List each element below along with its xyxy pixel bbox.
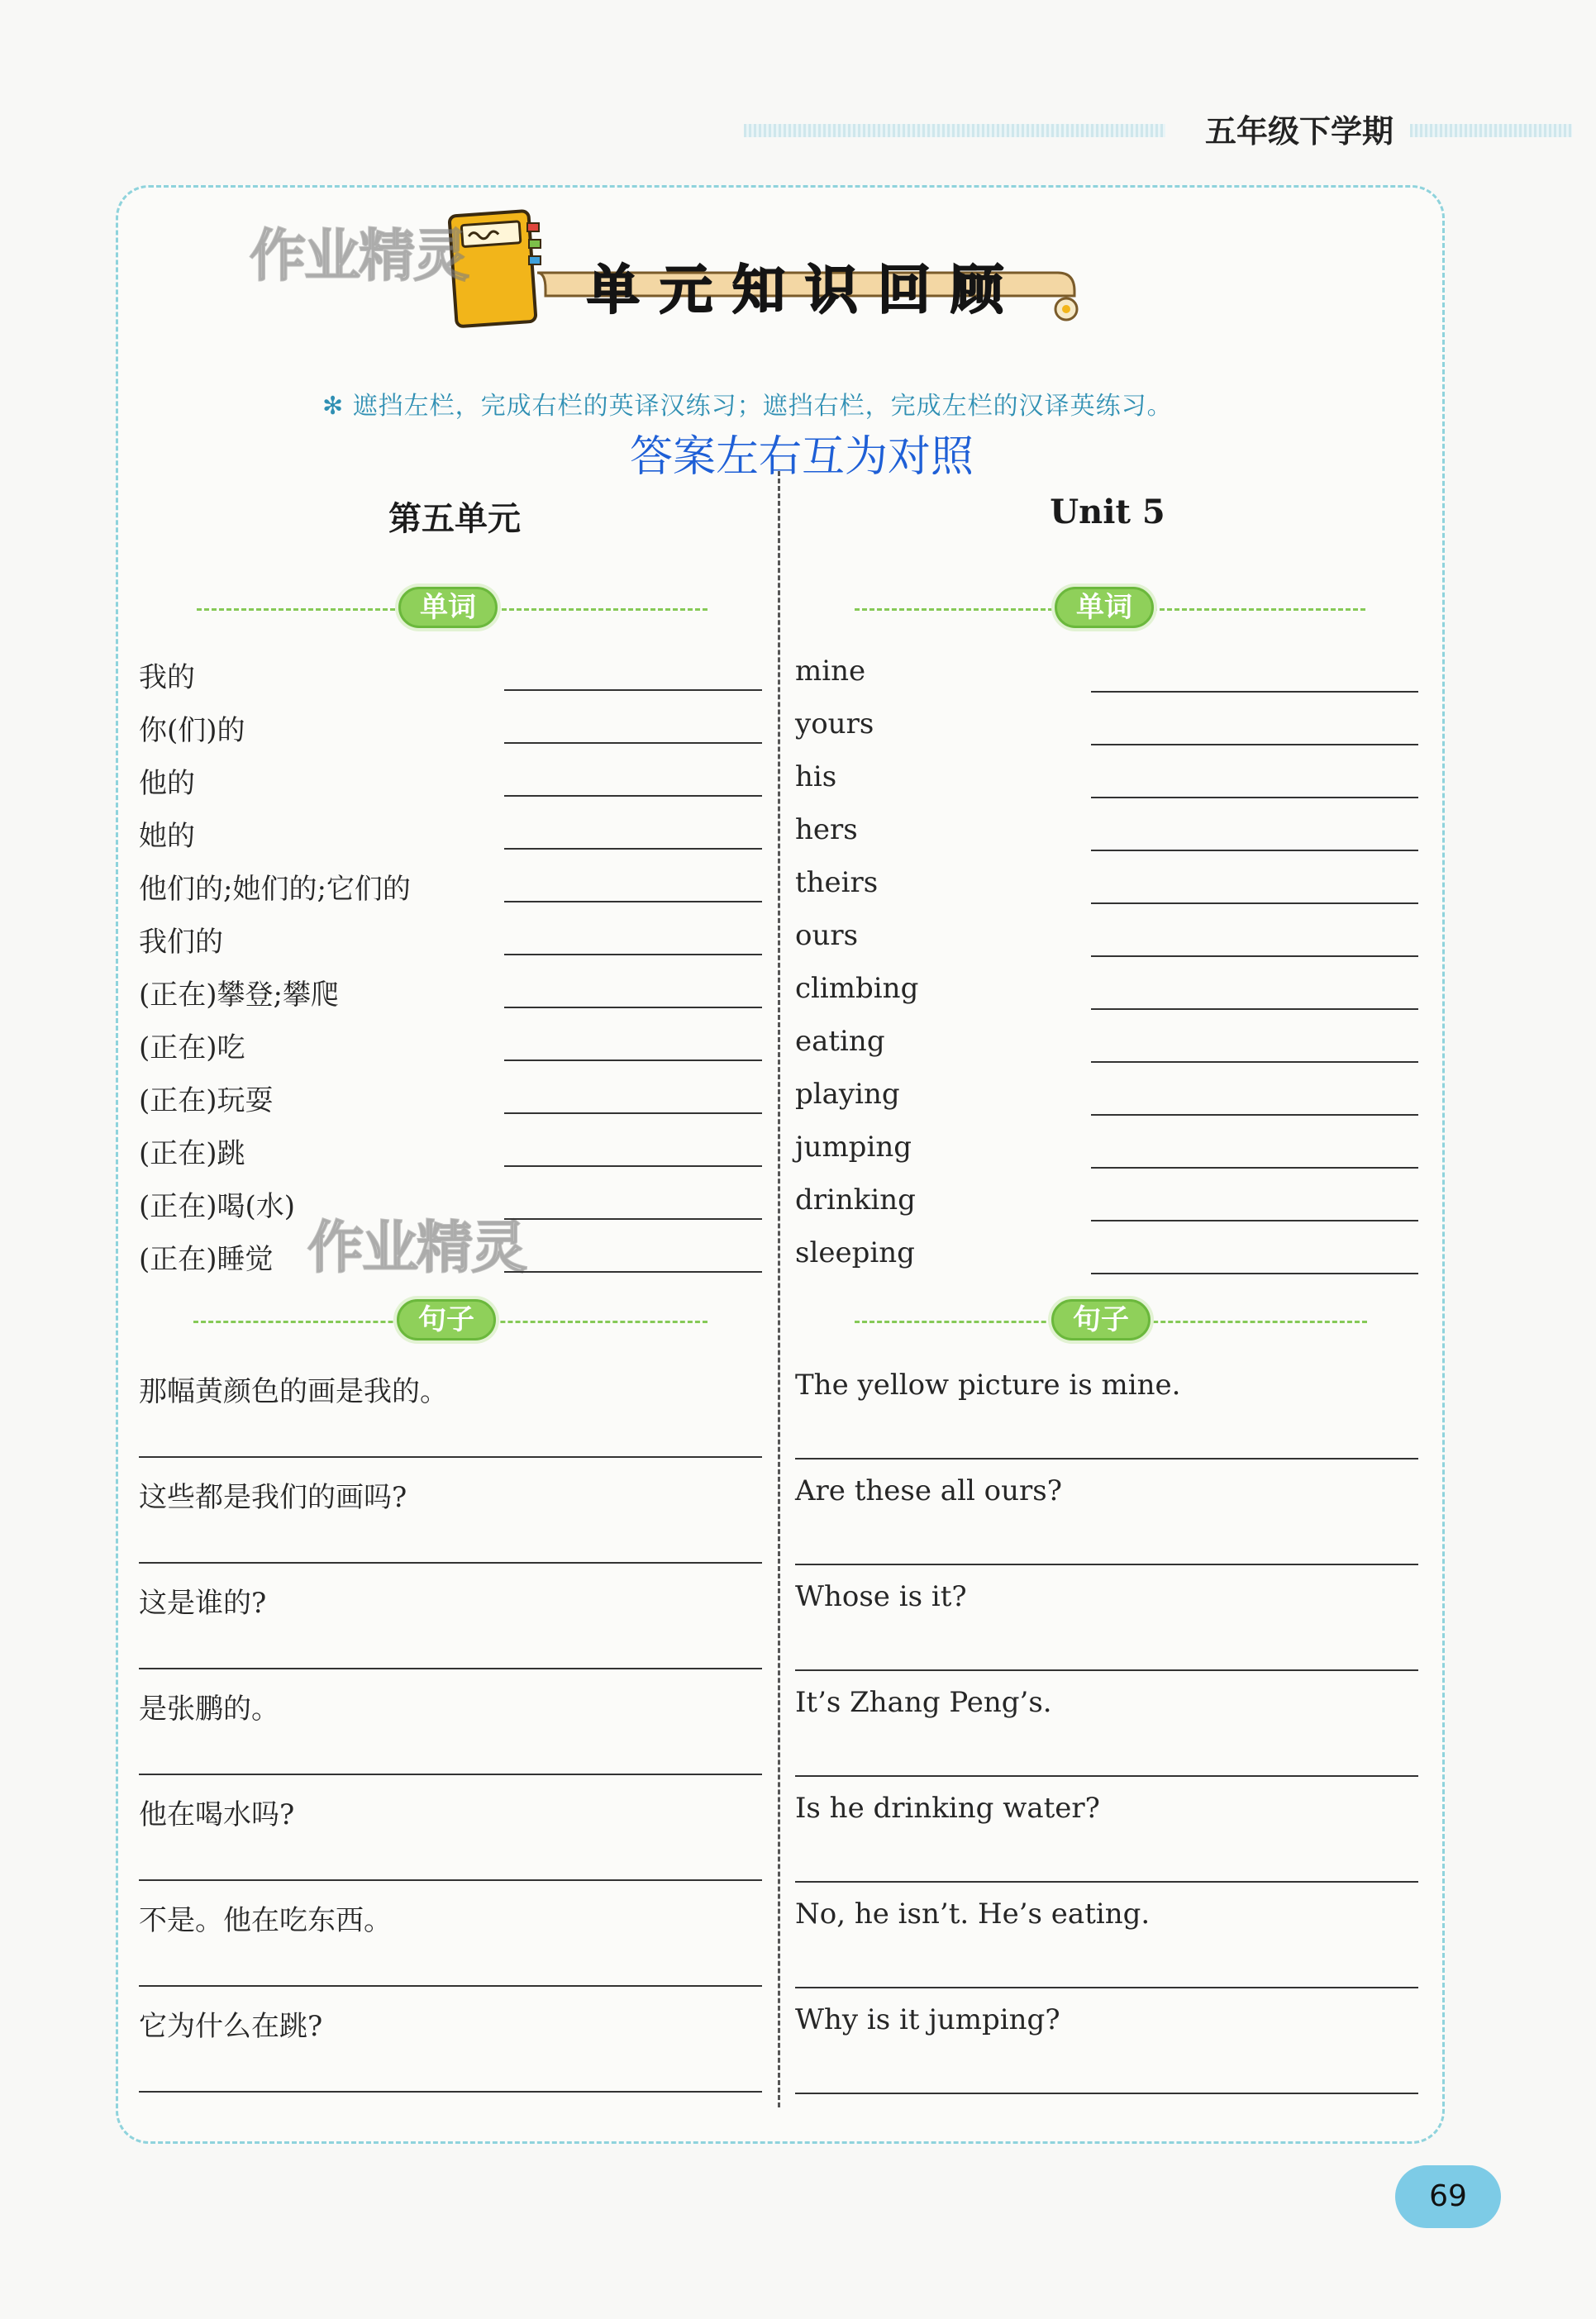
right-sentence-blank[interactable]	[795, 1458, 1418, 1459]
left-word-item: 我的	[139, 661, 195, 694]
left-sentence-blank[interactable]	[139, 2091, 762, 2093]
right-sentence-blank[interactable]	[795, 1775, 1418, 1777]
left-word-blank[interactable]	[504, 795, 762, 797]
right-word-item: eating	[795, 1025, 885, 1058]
right-sentence: Is he drinking water?	[795, 1792, 1100, 1825]
left-word-blank[interactable]	[504, 848, 762, 850]
header-stripe-right	[1410, 124, 1572, 137]
right-word-item: climbing	[795, 972, 919, 1005]
left-word-item: 他的	[139, 767, 195, 800]
left-sentence: 那幅黄颜色的画是我的。	[139, 1375, 448, 1408]
right-sentence-blank[interactable]	[795, 1881, 1418, 1883]
right-word-blank[interactable]	[1091, 955, 1418, 957]
instruction-text: ✻ 遮挡左栏，完成右栏的英译汉练习；遮挡右栏，完成左栏的汉译英练习。	[322, 392, 1173, 421]
left-column-title: 第五单元	[388, 499, 521, 538]
right-column-title: Unit 5	[1050, 493, 1165, 531]
right-word-blank[interactable]	[1091, 744, 1418, 745]
right-word-item: hers	[795, 813, 858, 846]
right-sentence-blank[interactable]	[795, 2093, 1418, 2094]
right-word-item: mine	[795, 655, 866, 688]
left-word-item: (正在)跳	[139, 1137, 245, 1170]
left-sentence: 是张鹏的。	[139, 1693, 279, 1726]
left-word-blank[interactable]	[504, 954, 762, 955]
section-title: 单元知识回顾	[587, 260, 1023, 321]
left-word-item: (正在)喝(水)	[139, 1190, 296, 1223]
left-sentence-blank[interactable]	[139, 1562, 762, 1564]
left-sentence: 这些都是我们的画吗?	[139, 1481, 407, 1514]
right-word-item: jumping	[795, 1131, 912, 1164]
right-sentence: Whose is it?	[795, 1580, 967, 1613]
right-words-header: 单词	[1055, 587, 1154, 628]
left-word-blank[interactable]	[504, 1165, 762, 1167]
left-sentence: 这是谁的?	[139, 1587, 267, 1620]
right-word-blank[interactable]	[1091, 1008, 1418, 1010]
right-word-blank[interactable]	[1091, 1114, 1418, 1116]
left-word-blank[interactable]	[504, 1218, 762, 1220]
right-word-blank[interactable]	[1091, 1273, 1418, 1274]
left-word-item: 他们的;她们的;它们的	[139, 873, 411, 906]
left-sentence: 他在喝水吗?	[139, 1798, 295, 1831]
left-word-item: (正在)玩耍	[139, 1084, 274, 1117]
left-word-blank[interactable]	[504, 901, 762, 902]
right-word-blank[interactable]	[1091, 902, 1418, 904]
right-word-blank[interactable]	[1091, 1061, 1418, 1063]
right-sentence: It’s Zhang Peng’s.	[795, 1686, 1052, 1719]
left-word-item: 我们的	[139, 926, 223, 959]
watermark-top: 作业精灵	[250, 224, 469, 289]
column-divider	[778, 471, 780, 2107]
right-sentence: The yellow picture is mine.	[795, 1369, 1181, 1402]
right-sentence: Are these all ours?	[795, 1474, 1062, 1507]
left-sentence-blank[interactable]	[139, 1879, 762, 1881]
right-word-item: theirs	[795, 866, 879, 899]
grade-label: 五年级下学期	[1204, 113, 1394, 150]
right-word-item: playing	[795, 1078, 900, 1111]
left-word-blank[interactable]	[504, 1060, 762, 1061]
right-word-item: ours	[795, 919, 859, 952]
left-sentence-blank[interactable]	[139, 1985, 762, 1987]
left-word-item: (正在)吃	[139, 1031, 245, 1064]
page-number: 69	[1395, 2165, 1501, 2228]
right-word-blank[interactable]	[1091, 850, 1418, 851]
left-sentence-blank[interactable]	[139, 1456, 762, 1458]
left-word-item: (正在)攀登;攀爬	[139, 979, 339, 1012]
left-words-header: 单词	[398, 587, 498, 628]
left-word-item: 你(们)的	[139, 714, 245, 747]
right-word-blank[interactable]	[1091, 797, 1418, 798]
left-sentence: 它为什么在跳?	[139, 2010, 323, 2043]
right-sentence-blank[interactable]	[795, 1987, 1418, 1988]
right-word-item: sleeping	[795, 1236, 915, 1269]
left-word-blank[interactable]	[504, 689, 762, 691]
left-word-item: (正在)睡觉	[139, 1243, 274, 1276]
right-word-item: drinking	[795, 1183, 916, 1217]
right-sentences-header: 句子	[1051, 1299, 1151, 1340]
left-word-blank[interactable]	[504, 1271, 762, 1273]
header-stripe-left	[744, 124, 1165, 137]
left-sentence-blank[interactable]	[139, 1668, 762, 1669]
left-sentence-blank[interactable]	[139, 1774, 762, 1775]
left-word-item: 她的	[139, 820, 195, 853]
watermark-middle: 作业精灵	[307, 1216, 526, 1281]
right-sentence: No, he isn’t. He’s eating.	[795, 1898, 1151, 1931]
right-word-item: yours	[795, 707, 874, 740]
right-sentence-blank[interactable]	[795, 1669, 1418, 1671]
left-word-blank[interactable]	[504, 1007, 762, 1008]
left-word-blank[interactable]	[504, 742, 762, 744]
left-sentence: 不是。他在吃东西。	[139, 1904, 392, 1937]
left-sentences-header: 句子	[397, 1299, 496, 1340]
right-word-blank[interactable]	[1091, 691, 1418, 693]
right-word-item: his	[795, 760, 837, 793]
right-sentence: Why is it jumping?	[795, 2003, 1060, 2036]
right-word-blank[interactable]	[1091, 1167, 1418, 1169]
right-sentence-blank[interactable]	[795, 1564, 1418, 1565]
left-word-blank[interactable]	[504, 1112, 762, 1114]
right-word-blank[interactable]	[1091, 1220, 1418, 1221]
answer-note: 答案左右互为对照	[629, 432, 974, 482]
